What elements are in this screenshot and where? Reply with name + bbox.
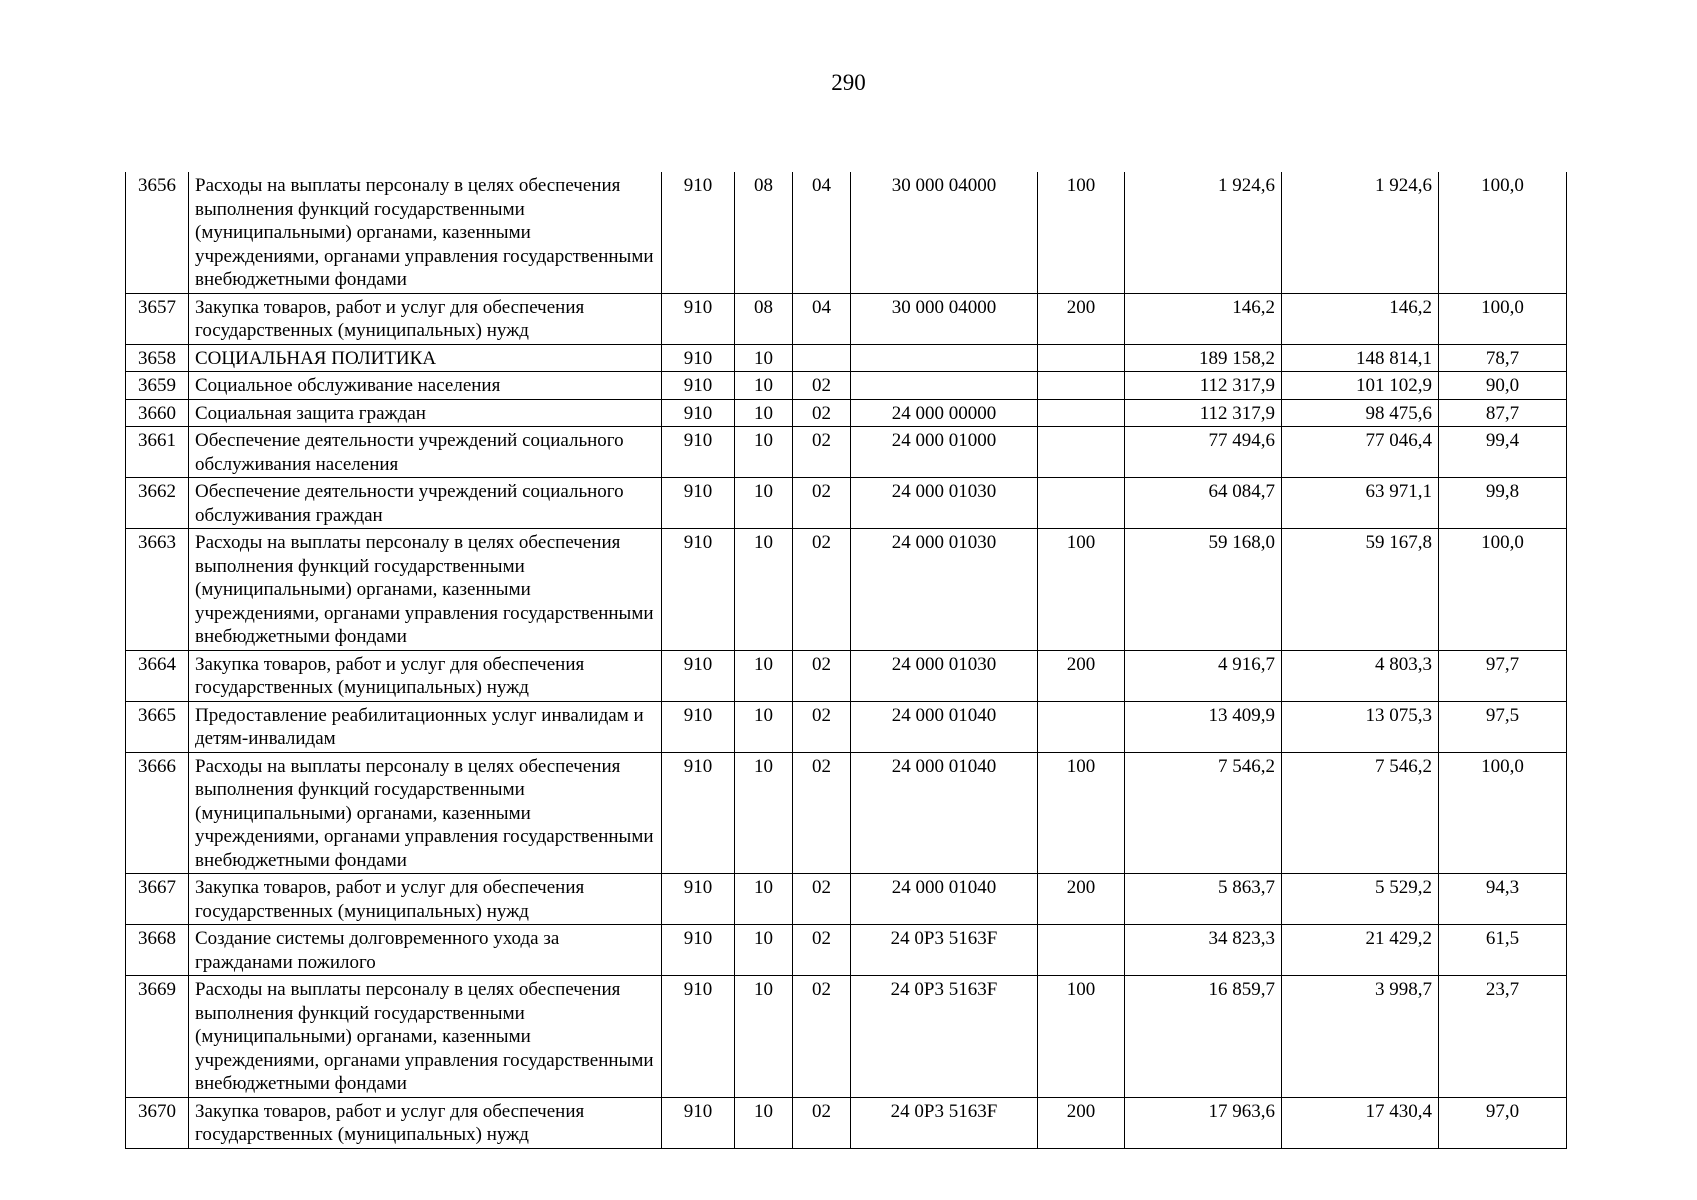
- item-name-cell: Обеспечение деятельности учреждений социального обслуживания граждан: [189, 478, 662, 529]
- row-number-cell: 3665: [126, 701, 189, 752]
- section-code-cell: 08: [735, 172, 793, 293]
- actual-amount-cell: 7 546,2: [1282, 752, 1439, 874]
- section-code-cell: 10: [735, 752, 793, 874]
- department-code-cell: 910: [662, 1097, 735, 1148]
- execution-percent-cell: 100,0: [1439, 529, 1567, 651]
- execution-percent-cell: 23,7: [1439, 976, 1567, 1098]
- planned-amount-cell: 189 158,2: [1125, 344, 1282, 372]
- section-code-cell: 10: [735, 701, 793, 752]
- expense-type-code-cell: 200: [1038, 874, 1125, 925]
- item-name-cell: Расходы на выплаты персоналу в целях обеспечения выполнения функций государственными (муниципальными) органами, казенными учреждениями, органами управления государственными внебюджетными фондами: [189, 529, 662, 651]
- item-name-cell: Расходы на выплаты персоналу в целях обеспечения выполнения функций государственными (муниципальными) органами, казенными учреждениями, органами управления государственными внебюджетными фондами: [189, 976, 662, 1098]
- target-article-code-cell: 24 0Р3 5163F: [851, 925, 1038, 976]
- table-row: [126, 427, 1567, 478]
- actual-amount-cell: 77 046,4: [1282, 427, 1439, 478]
- table-row: [126, 701, 1567, 752]
- department-code-cell: 910: [662, 529, 735, 651]
- subsection-code-cell: 02: [793, 427, 851, 478]
- row-number-cell: 3661: [126, 427, 189, 478]
- table-row: [126, 372, 1567, 400]
- subsection-code-cell: 04: [793, 172, 851, 293]
- section-code-cell: 10: [735, 399, 793, 427]
- target-article-code-cell: 24 000 01040: [851, 874, 1038, 925]
- target-article-code-cell: 24 0Р3 5163F: [851, 976, 1038, 1098]
- table-row: [126, 752, 1567, 874]
- row-number-cell: 3666: [126, 752, 189, 874]
- execution-percent-cell: 87,7: [1439, 399, 1567, 427]
- planned-amount-cell: 13 409,9: [1125, 701, 1282, 752]
- department-code-cell: 910: [662, 427, 735, 478]
- planned-amount-cell: 7 546,2: [1125, 752, 1282, 874]
- department-code-cell: 910: [662, 701, 735, 752]
- subsection-code-cell: 02: [793, 650, 851, 701]
- execution-percent-cell: 99,8: [1439, 478, 1567, 529]
- row-number-cell: 3658: [126, 344, 189, 372]
- row-number-cell: 3670: [126, 1097, 189, 1148]
- subsection-code-cell: [793, 344, 851, 372]
- subsection-code-cell: 02: [793, 925, 851, 976]
- execution-percent-cell: 97,7: [1439, 650, 1567, 701]
- item-name-cell: Предоставление реабилитационных услуг инвалидам и детям-инвалидам: [189, 701, 662, 752]
- subsection-code-cell: 02: [793, 874, 851, 925]
- target-article-code-cell: 24 000 01030: [851, 529, 1038, 651]
- table-row: [126, 650, 1567, 701]
- table-row: [126, 344, 1567, 372]
- item-name-cell: Расходы на выплаты персоналу в целях обеспечения выполнения функций государственными (муниципальными) органами, казенными учреждениями, органами управления государственными внебюджетными фондами: [189, 172, 662, 293]
- expense-type-code-cell: 100: [1038, 752, 1125, 874]
- subsection-code-cell: 02: [793, 976, 851, 1098]
- item-name-cell: Закупка товаров, работ и услуг для обеспечения государственных (муниципальных) нужд: [189, 1097, 662, 1148]
- table-row: [126, 172, 1567, 293]
- planned-amount-cell: 4 916,7: [1125, 650, 1282, 701]
- planned-amount-cell: 17 963,6: [1125, 1097, 1282, 1148]
- row-number-cell: 3664: [126, 650, 189, 701]
- planned-amount-cell: 16 859,7: [1125, 976, 1282, 1098]
- actual-amount-cell: 101 102,9: [1282, 372, 1439, 400]
- section-code-cell: 10: [735, 372, 793, 400]
- subsection-code-cell: 02: [793, 372, 851, 400]
- subsection-code-cell: 02: [793, 529, 851, 651]
- subsection-code-cell: 02: [793, 478, 851, 529]
- actual-amount-cell: 63 971,1: [1282, 478, 1439, 529]
- section-code-cell: 10: [735, 925, 793, 976]
- subsection-code-cell: 02: [793, 1097, 851, 1148]
- expense-type-code-cell: [1038, 701, 1125, 752]
- execution-percent-cell: 90,0: [1439, 372, 1567, 400]
- department-code-cell: 910: [662, 372, 735, 400]
- planned-amount-cell: 77 494,6: [1125, 427, 1282, 478]
- row-number-cell: 3662: [126, 478, 189, 529]
- planned-amount-cell: 1 924,6: [1125, 172, 1282, 293]
- execution-percent-cell: 61,5: [1439, 925, 1567, 976]
- actual-amount-cell: 13 075,3: [1282, 701, 1439, 752]
- expense-type-code-cell: 100: [1038, 976, 1125, 1098]
- execution-percent-cell: 97,0: [1439, 1097, 1567, 1148]
- actual-amount-cell: 98 475,6: [1282, 399, 1439, 427]
- target-article-code-cell: 24 000 01040: [851, 752, 1038, 874]
- execution-percent-cell: 100,0: [1439, 172, 1567, 293]
- section-code-cell: 10: [735, 976, 793, 1098]
- item-name-cell: Обеспечение деятельности учреждений социального обслуживания населения: [189, 427, 662, 478]
- expense-type-code-cell: [1038, 399, 1125, 427]
- table-row: [126, 293, 1567, 344]
- actual-amount-cell: 3 998,7: [1282, 976, 1439, 1098]
- item-name-cell: Закупка товаров, работ и услуг для обеспечения государственных (муниципальных) нужд: [189, 650, 662, 701]
- target-article-code-cell: [851, 372, 1038, 400]
- execution-percent-cell: 100,0: [1439, 293, 1567, 344]
- expense-type-code-cell: [1038, 372, 1125, 400]
- table-row: [126, 529, 1567, 651]
- row-number-cell: 3669: [126, 976, 189, 1098]
- expense-type-code-cell: [1038, 427, 1125, 478]
- planned-amount-cell: 34 823,3: [1125, 925, 1282, 976]
- actual-amount-cell: 5 529,2: [1282, 874, 1439, 925]
- subsection-code-cell: 02: [793, 752, 851, 874]
- table-row: [126, 478, 1567, 529]
- section-code-cell: 10: [735, 1097, 793, 1148]
- section-code-cell: 10: [735, 874, 793, 925]
- target-article-code-cell: 24 000 01000: [851, 427, 1038, 478]
- expense-type-code-cell: 200: [1038, 1097, 1125, 1148]
- section-code-cell: 10: [735, 529, 793, 651]
- target-article-code-cell: 24 000 01030: [851, 650, 1038, 701]
- row-number-cell: 3663: [126, 529, 189, 651]
- expense-type-code-cell: 100: [1038, 172, 1125, 293]
- budget-table: [125, 172, 1567, 1149]
- table-row: [126, 874, 1567, 925]
- row-number-cell: 3656: [126, 172, 189, 293]
- subsection-code-cell: 02: [793, 399, 851, 427]
- target-article-code-cell: 24 0Р3 5163F: [851, 1097, 1038, 1148]
- actual-amount-cell: 146,2: [1282, 293, 1439, 344]
- expense-type-code-cell: 100: [1038, 529, 1125, 651]
- section-code-cell: 10: [735, 478, 793, 529]
- department-code-cell: 910: [662, 172, 735, 293]
- target-article-code-cell: 24 000 01040: [851, 701, 1038, 752]
- department-code-cell: 910: [662, 344, 735, 372]
- row-number-cell: 3667: [126, 874, 189, 925]
- target-article-code-cell: 24 000 01030: [851, 478, 1038, 529]
- table-row: [126, 925, 1567, 976]
- expense-type-code-cell: [1038, 478, 1125, 529]
- department-code-cell: 910: [662, 874, 735, 925]
- execution-percent-cell: 97,5: [1439, 701, 1567, 752]
- target-article-code-cell: [851, 344, 1038, 372]
- department-code-cell: 910: [662, 293, 735, 344]
- item-name-cell: Создание системы долговременного ухода за гражданами пожилого: [189, 925, 662, 976]
- planned-amount-cell: 146,2: [1125, 293, 1282, 344]
- table-row: [126, 399, 1567, 427]
- item-name-cell: Закупка товаров, работ и услуг для обеспечения государственных (муниципальных) нужд: [189, 874, 662, 925]
- target-article-code-cell: 24 000 00000: [851, 399, 1038, 427]
- actual-amount-cell: 21 429,2: [1282, 925, 1439, 976]
- department-code-cell: 910: [662, 399, 735, 427]
- table-body: [126, 172, 1567, 1148]
- section-code-cell: 10: [735, 427, 793, 478]
- item-name-cell: Социальное обслуживание населения: [189, 372, 662, 400]
- expense-type-code-cell: [1038, 925, 1125, 976]
- table-row: [126, 976, 1567, 1098]
- planned-amount-cell: 64 084,7: [1125, 478, 1282, 529]
- target-article-code-cell: 30 000 04000: [851, 172, 1038, 293]
- actual-amount-cell: 59 167,8: [1282, 529, 1439, 651]
- department-code-cell: 910: [662, 478, 735, 529]
- page-number: 290: [831, 70, 866, 95]
- execution-percent-cell: 99,4: [1439, 427, 1567, 478]
- execution-percent-cell: 78,7: [1439, 344, 1567, 372]
- expense-type-code-cell: [1038, 344, 1125, 372]
- item-name-cell: СОЦИАЛЬНАЯ ПОЛИТИКА: [189, 344, 662, 372]
- expense-type-code-cell: 200: [1038, 650, 1125, 701]
- actual-amount-cell: 1 924,6: [1282, 172, 1439, 293]
- department-code-cell: 910: [662, 752, 735, 874]
- target-article-code-cell: 30 000 04000: [851, 293, 1038, 344]
- planned-amount-cell: 5 863,7: [1125, 874, 1282, 925]
- row-number-cell: 3668: [126, 925, 189, 976]
- execution-percent-cell: 94,3: [1439, 874, 1567, 925]
- section-code-cell: 08: [735, 293, 793, 344]
- execution-percent-cell: 100,0: [1439, 752, 1567, 874]
- expense-type-code-cell: 200: [1038, 293, 1125, 344]
- actual-amount-cell: 4 803,3: [1282, 650, 1439, 701]
- department-code-cell: 910: [662, 976, 735, 1098]
- item-name-cell: Закупка товаров, работ и услуг для обеспечения государственных (муниципальных) нужд: [189, 293, 662, 344]
- subsection-code-cell: 04: [793, 293, 851, 344]
- actual-amount-cell: 148 814,1: [1282, 344, 1439, 372]
- item-name-cell: Социальная защита граждан: [189, 399, 662, 427]
- section-code-cell: 10: [735, 650, 793, 701]
- planned-amount-cell: 59 168,0: [1125, 529, 1282, 651]
- item-name-cell: Расходы на выплаты персоналу в целях обеспечения выполнения функций государственными (муниципальными) органами, казенными учреждениями, органами управления государственными внебюджетными фондами: [189, 752, 662, 874]
- row-number-cell: 3657: [126, 293, 189, 344]
- row-number-cell: 3659: [126, 372, 189, 400]
- subsection-code-cell: 02: [793, 701, 851, 752]
- planned-amount-cell: 112 317,9: [1125, 399, 1282, 427]
- section-code-cell: 10: [735, 344, 793, 372]
- table-row: [126, 1097, 1567, 1148]
- row-number-cell: 3660: [126, 399, 189, 427]
- department-code-cell: 910: [662, 925, 735, 976]
- department-code-cell: 910: [662, 650, 735, 701]
- planned-amount-cell: 112 317,9: [1125, 372, 1282, 400]
- actual-amount-cell: 17 430,4: [1282, 1097, 1439, 1148]
